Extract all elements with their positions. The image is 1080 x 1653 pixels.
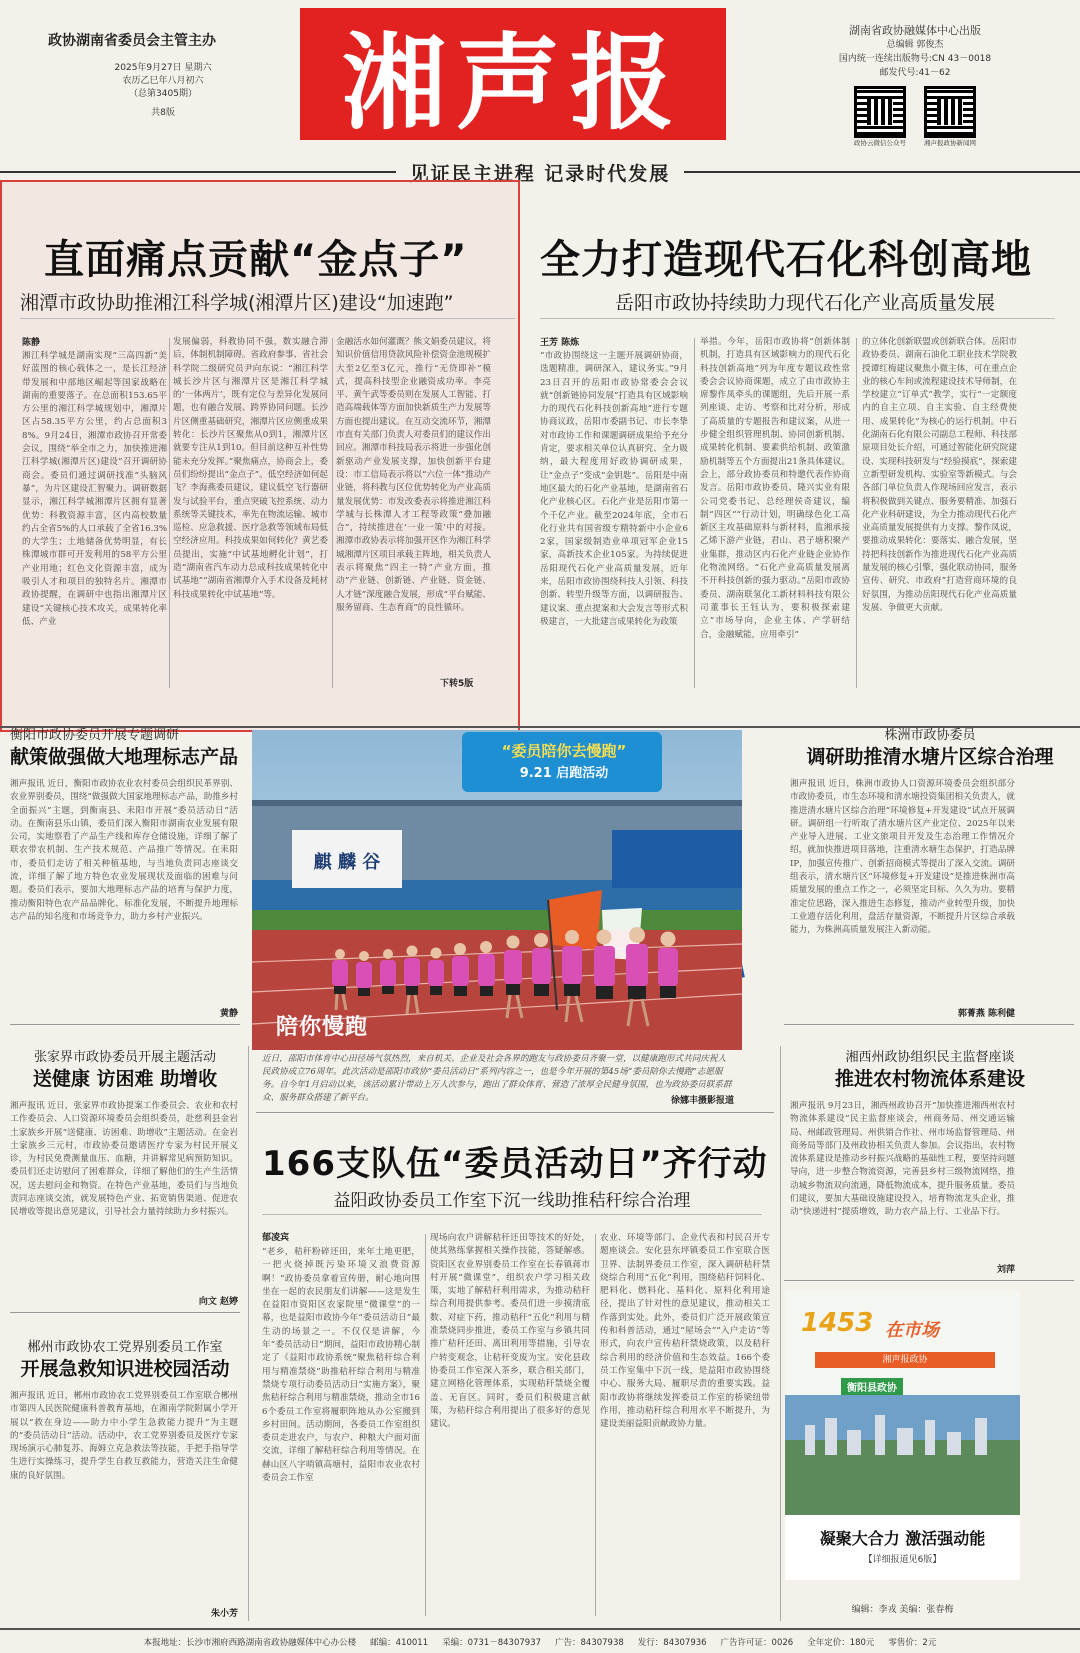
- column-divider: [248, 1046, 249, 1621]
- lead-left-col2: 发展偏弱，科教协同不强，数实融合滞后，体制机制障碍。省政府参事、省社会科学院二级研究员尹向东说：“湘江科学城长沙片区与湘潭片区是湘江科学城的‘一体两片’，既有定位与差异化发展问题，也有融合发展、跨界协同问题。长沙片区侧重基础研究，湘潭片区应侧重成果转化：长沙片区聚焦从0到1，湘潭片区就要专注从1到10。但目前这种互补性势能未充分发挥。”聚焦痛点，协商会上，委员们纷纷提出“金点子”。低空经济如何起飞？李海燕委员建议，建议低空飞行器研发与试验平台，重点突破飞控系统、动力系统等关键技术，率先在物流运输、城市巡检、应急救援、医疗急救等领域布局低空经济应用。科技成果如何转化？黄艺委员提出，实施“中试基地孵化计划”，打造“湖南省汽车动力总成科技成果转化中试基地”“湖南省湘潭介入手术设备及耗材科技成果转化中试基地”等。: [173, 337, 328, 600]
- chief-editor: 总编辑 郭俊杰: [886, 40, 944, 50]
- divider: [256, 1112, 774, 1113]
- masthead-left: [48, 30, 278, 120]
- runners-illustration: [312, 890, 732, 1030]
- hengyang-head: 衡阳市政协委员开展专题调研: [10, 728, 180, 743]
- divider: [540, 318, 1055, 319]
- qr2-label: 湘声报政协新闻网: [924, 139, 976, 147]
- runners-group: [312, 890, 732, 1030]
- editor-line: 编辑：李戎 美编：张春梅: [851, 1605, 954, 1615]
- divider: [784, 1280, 1074, 1281]
- lead-left-subtitle: 湘潭市政协助推湘江科学城(湘潭片区)建设“加速跑”: [20, 292, 454, 314]
- lunar-date: 农历乙巳年八月初六: [122, 76, 204, 86]
- zhangjiajie-body: 湘声报讯 近日，张家界市政协提案工作委员会、农业和农村工作委员会、人口资源环境委员会组织委员，赴慈利县金岩土家族乡开展“送健康、访困难、助增收”主题活动。在金岩土家族乡三元村，市政协委员邀请医疗专家为村民开展义诊，为村民免费测量血压、血糖，并讲解常见病预防知识。委员们还走访慰问了困难群众，详细了解他们的生产生活情况，送去慰问金和物资。在特色产业基地，委员们与当地负责同志座谈交流，就发展特色产业、拓宽销售渠道、促进农民增收等提出意见建议，引导社会力量持续助力乡村振兴。: [10, 1101, 238, 1218]
- yiyang-title[interactable]: 166支队伍“委员活动日”齐行动: [262, 1144, 768, 1184]
- divider: [684, 171, 1080, 173]
- promo-title-2: 在市场: [885, 1320, 939, 1341]
- footer-license: 广告许可证：0026: [720, 1637, 794, 1648]
- yiyang-col1: “老乡，秸秆粉碎还田，来年土地更肥，一把火烧掉既污染环境又浪费资源啊！”政协委员拿着宣传册，耐心地向围坐在一起的农民朋友们讲解——这是发生在益阳市资阳区农家院里“微课堂”的一幕，也是益阳市政协今年“委员活动日”最生动的场景之一。不仅仅是讲解，今年“委员活动日”期间，益阳市政协精心制定了《益阳市政协系统“聚焦秸秆综合利用与精准禁烧”助推秸秆综合利用与精准禁烧专项行动委员活动日”实施方案》，聚焦秸秆综合利用与精准禁烧，推动全市166个委员工作室将履职阵地从办公室搬到乡村田间。活动期间，各委员工作室组织委员走进农户，与农户、种粮大户面对面交流，详细了解秸秆综合利用等情况。在赫山区八字哨镇高塘村，益阳市农业农村委员会工作室: [262, 1247, 420, 1484]
- issue-date: 2025年9月27日 星期六: [114, 63, 212, 73]
- footer-price: 全年定价：180元: [807, 1637, 875, 1648]
- chenzhou-author: 朱小芳: [210, 1609, 238, 1619]
- footer-bar: [0, 1628, 1080, 1653]
- running-photo[interactable]: [252, 730, 742, 1050]
- yiyang-subtitle: 益阳政协委员工作室下沉一线助推秸秆综合治理: [333, 1191, 691, 1211]
- xiangxi-title[interactable]: 推进农村物流体系建设: [834, 1068, 1025, 1090]
- newspaper-logo: 湘声报: [300, 8, 726, 140]
- divider: [20, 318, 515, 319]
- zhangjiajie-author: 向文 赵婷: [198, 1297, 238, 1307]
- column-divider: [780, 1046, 781, 1621]
- hengyang-author: 黄静: [219, 1009, 238, 1019]
- hengyang-title[interactable]: 献策做强做大地理标志产品: [10, 746, 239, 768]
- promo-caption: 凝聚大合力 激活强动能: [819, 1529, 986, 1548]
- promo-title: 1453: [801, 1308, 874, 1338]
- xiangxi-head: 湘西州政协组织民主监督座谈: [845, 1050, 1015, 1065]
- stadium-sign: 麒 麟 谷: [313, 852, 381, 873]
- lead-left-title[interactable]: 直面痛点贡献“金点子”: [44, 237, 468, 283]
- promo-ribbon: 湘声报政协: [815, 1352, 995, 1368]
- postal-code: 邮发代号:41－62: [879, 68, 951, 78]
- cn-number: 国内统一连续出版物号:CN 43－0018: [838, 54, 992, 64]
- footer-phone: 采编：0731－84307937: [442, 1637, 542, 1648]
- lead-left-author: 陈静: [22, 338, 41, 348]
- divider: [10, 1024, 240, 1025]
- zhuzhou-author: 郭菁燕 陈利健: [957, 1009, 1015, 1019]
- promo-ref[interactable]: 【详细报道见6版】: [863, 1555, 942, 1565]
- issue-number: （总第3405期）: [129, 89, 197, 99]
- qr-code-icon[interactable]: [924, 86, 976, 138]
- zhuzhou-head: 株洲市政协委员: [884, 728, 976, 743]
- xiangxi-body: 湘声报讯 9月23日，湘西州政协召开“加快推进湘西州农村物流体系建设”民主监督座谈会，州商务局、州交通运输局、州邮政管理局、州供销合作社、州市场监督管理局、州商务局等部门及州政协相关负责人参加。会议指出，农村物流体系建设是推动乡村振兴战略的基础性工程，要坚持问题导向，进一步整合物流资源，完善县乡村三级物流网络，推动城乡物流双向流通，降低物流成本，提升服务质量。委员们建议，要加大基础设施建设投入，培育物流龙头企业，推动“快递进村”提质增效，助力农产品上行、工业品下行。: [790, 1101, 1015, 1218]
- column-divider: [856, 338, 857, 688]
- column-divider: [425, 1234, 426, 1616]
- photo-banner-date: 9.21 启跑活动: [519, 766, 609, 781]
- yiyang-col3: 农业、环境等部门、企业代表和村民召开专题座谈会。安化县东坪镇委员工作室联合医卫界、法制界委员工作室，深入调研秸秆禁烧综合利用“五化”利用，围绕秸秆饲料化、肥料化、燃料化、基料化、原料化利用途径，提出了针对性的意见建议，推动相关工作落到实处。此外，委员们广泛开展政策宣传和科普活动，通过“屋场会”“入户走访”等形式，向农户宣传秸秆禁烧政策，以及秸秆综合利用的经济价值和生态效益。166个委员工作室集中下沉一线，是益阳市政协围绕中心、服务大局、履职尽责的重要实践。益阳市政协将继续发挥委员工作室的桥梁纽带作用，推动秸秆综合利用水平不断提升，为建设美丽益阳贡献政协力量。: [600, 1233, 770, 1430]
- chenzhou-title[interactable]: 开展急救知识进校园活动: [20, 1358, 230, 1380]
- chenzhou-body: 湘声报讯 近日，郴州市政协农工党界别委员工作室联合郴州市第四人民医院健康科普教育基地，在湘南学院附属小学开展以“救在身边——助力中小学生急救能力提升”为主题的“委员活动日”活动。活动中，农工党界别委员及医疗专家现场演示心肺复苏、海姆立克急救法等技能，手把手指导学生进行实操练习，提升学生自救互救能力，营造关注生命健康的良好氛围。: [10, 1391, 238, 1481]
- host-org: 政协湖南省委员会主管主办: [48, 33, 216, 49]
- zhuzhou-body: 湘声报讯 近日，株洲市政协人口资源环境委员会组织部分市政协委员，市生态环境和清水塘投资集团相关负责人，就推进清水塘片区综合治理“环境修复+开发建设”试点开展调研。调研组一行听取了清水塘片区产业定位、2025年以来产业导入进展、工业文旅项目开发及生态治理工作情况介绍，就加快推进项目落地，注重清水塘生态保护，打造品牌IP，加强宣传推广、创新招商模式等提出了深入交流。调研组表示，清水塘片区“环境修复+开发建设”是推进株洲市高质量发展的重点工作之一，必须坚定目标、久久为功。要精准定位思路，深入推进生态修复，推动产业转型升级，加快工业遗存活化利用，盘活存量资源，不断提升片区综合承载能力，为株洲高质量发展注入新动能。: [790, 779, 1015, 936]
- photo-overlay-text: 陪你慢跑: [276, 1015, 369, 1040]
- divider: [10, 1312, 240, 1313]
- lead-right-author: 王芳 陈炼: [540, 338, 580, 348]
- slogan-text: 见证民主进程 记录时代发展: [409, 162, 671, 185]
- footer-ad: 广告：84307938: [555, 1637, 624, 1648]
- lead-right-col3: 的立体化创新联盟或创新联合体。岳阳市政协委员、湖南石油化工职业技术学院教授谭红梅建议聚焦小微主体，可在重点企业的核心车间或流程建设技术导师制，在学校建立“订单式”教学，实行“一定额度内的自主立项、自主实验、自主经费使用、成果转化”为核心的运行机制。中石化湖南石化有限公司副总工程师、科技部原项目处长介绍，可通过智能化研究院建设、实现科技研发与“经验摸底”，探索建立新型研发机构、实验室等新模式。与会各部门单位负责人作现场回应发言，表示将积极做到关键点、服务要精准、加强石化产业科研建设，为全力推动现代石化产业高质量发展提供有力支撑。黎作凤说，要推动成果转化：要落实、融合发展，坚持把科技创新作为推进现代石化产业高质量发展的核心引擎，强化联动协同，服务宣传、研究、市政府”打造营商环境的良好氛围，为推动岳阳现代石化产业高质量发展、争做更大贡献。: [862, 337, 1017, 613]
- qr1-label: 政协云微信公众号: [854, 139, 906, 147]
- zhangjiajie-head: 张家界市政协委员开展主题活动: [33, 1050, 216, 1065]
- lead-left-col1: 湘江科学城是湖南实现“三高四新”美好蓝图的核心载体之一，是长江经济带发展和中部地区崛起等国家战略在湖南的重要落子。在总面积153.65平方公里的湘江科学城规划中，湘潭片区占58.35平方公里，约占总面积38%。9月24日，湘潭市政协召开常委会议，围绕“举全市之力，加快推进湘江科学城(湘潭片区)建设”召开调研协商会。委员们通过调研找准“头脑风暴”，为片区建设汇智聚力。调研数据显示，湘江科学城湘潭片区拥有显著优势：科教资源丰富，区内高校数量约占全省5%的人口承载了全省16.3%的大学生；土地储备优势明显，有长株潭城市群可开发利用的58平方公里产业用地；红色文化资源丰富，成为吸引人才和项目的独特名片。湘潭市政协提醒，在调研中也指出湘潭片区建设“关键核心技术攻关，成果转化率低、产业: [22, 351, 167, 627]
- photo-banner: “委员陪你去慢跑”: [501, 742, 627, 760]
- chenzhou-head: 郴州市政协农工党界别委员工作室: [27, 1340, 223, 1355]
- photo-credit: 徐娜丰摄影报道: [670, 1096, 734, 1106]
- xiangxi-author: 刘萍: [996, 1265, 1015, 1275]
- column-divider: [595, 1234, 596, 1616]
- qr-code-icon[interactable]: [854, 86, 906, 138]
- photo-caption: 近日，邵阳市体育中心田径场气氛热烈，来自机关、企业及社会各界的跑友与政协委员齐聚一堂，以健康跑形式共同庆祝人民政协成立76周年。此次活动是邵阳市政协“委员活动日”系列内容之一，也是今年开展的第45场“委员陪你去慢跑”志愿服务。自今年1月启动以来，该活动累计带动上万人次参与，跑出了群众体育、营造了浓厚全民健身氛围，也为政协委员联系群众、服务群众搭建了新平台。: [262, 1054, 732, 1103]
- footer-dist: 发行：84307936: [637, 1637, 707, 1648]
- divider: [784, 1024, 1074, 1025]
- zhuzhou-title[interactable]: 调研助推清水塘片区综合治理: [806, 746, 1054, 768]
- column-divider: [694, 338, 695, 688]
- continue-note[interactable]: 下转5版: [440, 679, 474, 689]
- lead-right-col2: 举措。今年，岳阳市政协将“创新体制机制，打造具有区域影响力的现代石化科技创新高地”列为年度专题议政性常委会会议协商课题，成立了由市政协主席黎作凤牵头的课题组，先后开展一系列座谈、走访、考察和比对分析，形成了高质量的专题报告和建议案，从进一步健全组织管理机制、协同创新机制、成果转化机制、要素供给机制、政策激励机制等五个方面提出21条具体建议。会上，部分政协委员和特邀代表作协商发言。岳阳市政协委员、隆兴实业有限公司党委书记、总经理侯奇建议，编制“四区”“行动计划，明确绿色化工高新区主攻基础原料与新材料，监湘承接乙烯下游产业链，君山、君子塘积聚产业集群，推动区内石化产业链企业协作化物流网络。“石化产业高质量发展离不开科技创新的强力驱动。”岳阳市政协委员、湖南联氢化工新材料科技有限公司董事长王钰认为，要积极探索建立“市场导向，企业主体、产学研结合，金融赋能，应用牵引”: [700, 337, 850, 640]
- column-divider: [332, 338, 333, 688]
- footer-address: 本报地址：长沙市湘府西路湖南省政协融媒体中心办公楼: [143, 1637, 357, 1648]
- lead-left-col3: 金融活水如何灌溉？熊文娟委员建议，将知识价值信用贷款风险补偿资金池规模扩大至2亿至3亿元，推行“无贷即补”模式，提高科技型企业融资成功率。李亮平、黄午武等委员则在发展人工智能、打造高端载体等方面加快新质生产力发展等方面也提出建议。在互动交流环节，湘潭市直有关部门负责人对委员们的建议作出回应。湘潭市科技局表示将进一步强化创新驱动产业发展支撑，加快创新平台建设：市工信局表示将以“六位一体”推动产业链，将科教与区位优势转化为产业高质量发展优势：市发改委表示将推进湘江科学城与长株潭人才工程等政策“叠加融合”，持续推进在‘一业一策’中的对接。湘潭市政协表示将加强开区作为湘江科学城湘潭片区项目承载主阵地，相关负责人表示将聚焦“四主一特”产业方面，推动“产业链、创新链、产业链、资金链、人才链”深度融合发展，形成“平台赋能、服务留商、生态育商”的良性循环。: [336, 337, 491, 613]
- column-divider: [169, 338, 170, 688]
- lead-right-subtitle: 岳阳市政协持续助力现代石化产业高质量发展: [614, 292, 995, 314]
- lead-right-title[interactable]: 全力打造现代石化科创高地: [540, 237, 1032, 283]
- promo-box[interactable]: [785, 1290, 1020, 1580]
- hengyang-body: 湘声报讯 近日，衡阳市政协农业农村委员会组织民革界别、农业界别委员，围绕“做强做大国家地理标志产品，助推乡村全面振兴”主题，到衡南县、耒阳市开展“委员活动日”活动。在衡南县乐山镇，委员们深入衡阳市湖南农业发展有限公司，实地察看了产品生产线和库存仓储设施，详细了解了联农带农机制、生产技术规范、产品推广等情况。在耒阳市，委员们走访了相关种植基地，与当地负责同志座谈交流，详细了解了地方特色农业发展现状及面临的困难与问题。委员们表示，要加大地理标志产品的培育与保护力度，推动衡阳特色农产品品牌化、标准化发展，不断提升地理标志产品的知名度和市场竞争力，助力乡村产业振兴。: [10, 779, 238, 922]
- publisher: 湖南省政协融媒体中心出版: [849, 24, 981, 37]
- yiyang-author: 郁凌宾: [262, 1233, 290, 1243]
- lead-right-col1: “市政协围绕这一主题开展调研协商，选题精准，调研深入，建议务实。”9月23日召开的岳阳市政协常委会会议就“创新链协同发展”打造具有区域影响力的现代石化科技创新高地”进行专题协商议政，岳阳市委副书记、市长李挚对市政协工作和课题调研成果给予充分肯定，要求相关单位认真研究、全力吸纳，最大程度用好政协调研成果，让“金点子”变成“金钥匙”。岳阳是中南地区最大的石化产业基地，是湖南省石化产业核心区。石化产业是岳阳市第一个千亿产业。截至2024年底，全市石化行业共有国省级专精特新中小企业62家，国家级制造业单项冠军企业15家，高新技术企业105家。为持续促进岳阳现代石化产业高质量发展，近年来，岳阳市政协围绕科技人引领、科技创新、转型升级等方面，以调研报告、建议案、重点提案和大会发言等形式积极建言，一大批建言成果转化为政策: [540, 351, 688, 627]
- divider: [0, 171, 396, 173]
- zhangjiajie-title[interactable]: 送健康 访困难 助增收: [32, 1068, 218, 1090]
- footer-retail: 零售价：2元: [888, 1637, 937, 1648]
- masthead-right: [790, 24, 1040, 148]
- yiyang-col2: 现场向农户讲解秸秆还田等技术的好处，使其熟练掌握相关操作技能，答疑解惑。资阳区农业界别委员工作室在长春镇蒋市村开展“微课堂”，组织农户学习相关政策，实地了解秸秆利用需求，为推动秸秆综合利用提供参考。委员们进一步摸清底数、对症下药，推动秸秆“五化”利用与精准禁烧同步推进，委员工作室与乡镇共同推广秸秆还田、离田利用等措施，引导农户转变观念，让秸秆变废为宝。安化县政协委员工作室深入茶乡，联合相关部门，建立网格化管理体系，实现秸秆禁烧全覆盖、无盲区。同时，委员们积极建言献策，为秸秆综合利用提出了很多好的意见建议。: [430, 1233, 590, 1430]
- divider: [262, 1214, 762, 1215]
- footer-zip: 邮编：410011: [370, 1637, 429, 1648]
- promo-tag: 衡阳县政协: [841, 1378, 903, 1395]
- page-count: 共8版: [151, 108, 175, 118]
